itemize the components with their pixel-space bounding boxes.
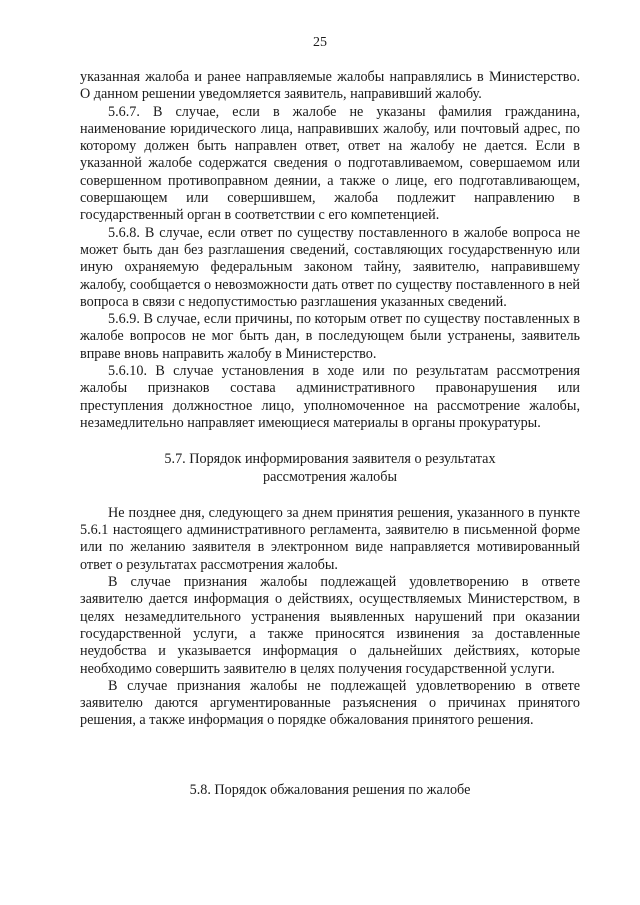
section-57-heading <box>80 451 580 486</box>
section-57-heading-line2: рассмотрения жалобы <box>262 468 398 485</box>
section-57-body <box>80 505 580 730</box>
paragraph: 5.6.8. В случае, если ответ по существу поставленного в жалобе вопроса не может быть дан без разглашения сведений, составляющих государственную или иную охраняемую федеральным законом тайну, заявителю, направившему жалобу, сообщается о невозможности дать ответ по существу поставленного в ней вопроса в связи с недопустимостью разглашения указанных сведений. <box>80 224 580 310</box>
paragraph: В случае признания жалобы не подлежащей удовлетворению в ответе заявителю даются аргументированные разъяснения о причинах принятого решения, а также информация о порядке обжалования принятого решения. <box>80 677 580 729</box>
paragraph: 5.6.10. В случае установления в ходе или по результатам рассмотрения жалобы признаков состава административного правонарушения или преступления должностное лицо, уполномоченное на рассмотрение жалобы, незамедлительно направляет имеющиеся материалы в органы прокуратуры. <box>80 363 580 431</box>
section-58-heading: 5.8. Порядок обжалования решения по жалобе <box>189 781 471 798</box>
page-number: 25 <box>313 35 327 50</box>
section-57-heading-line1: 5.7. Порядок информирования заявителя о результатах <box>164 451 496 468</box>
paragraph: Не позднее дня, следующего за днем принятия решения, указанного в пункте 5.6.1 настоящего административного регламента, заявителю в письменной форме или по желанию заявителя в электронном виде направляется мотивированный ответ о результатах рассмотрения жалобы. <box>80 504 580 573</box>
paragraph: В случае признания жалобы подлежащей удовлетворению в ответе заявителю дается информация о действиях, осуществляемых Министерством, в целях незамедлительного устранения выявленных нарушений при оказании государственной услуги, а также приносятся извинения за доставленные неудобства и указывается информация о дальнейших действиях, которые необходимо совершить заявителю в целях получения государственной услуги. <box>80 574 580 677</box>
paragraph: 5.6.7. В случае, если в жалобе не указаны фамилия гражданина, наименование юридического лица, направивших жалобу, или почтовый адрес, по которому должен быть направлен ответ, ответ на жалобу не дается. Если в указанной жалобе содержатся сведения о подготавливаемом, совершаемом или совершенном противоправном деянии, а также о лице, его подготавливающем, совершающем или совершившем, жалоба подлежит направлению в государственный орган в соответствии с его компетенцией. <box>80 103 580 224</box>
paragraph: указанная жалоба и ранее направляемые жалобы направлялись в Министерство. О данном решении уведомляется заявитель, направивший жалобу. <box>80 69 580 103</box>
section-56-continuation <box>80 69 580 432</box>
document-body <box>80 69 580 799</box>
paragraph: 5.6.9. В случае, если причины, по которым ответ по существу поставленных в жалобе вопросов не мог быть дан, в последующем были устранены, заявитель вправе вновь направить жалобу в Министерство. <box>80 311 580 362</box>
